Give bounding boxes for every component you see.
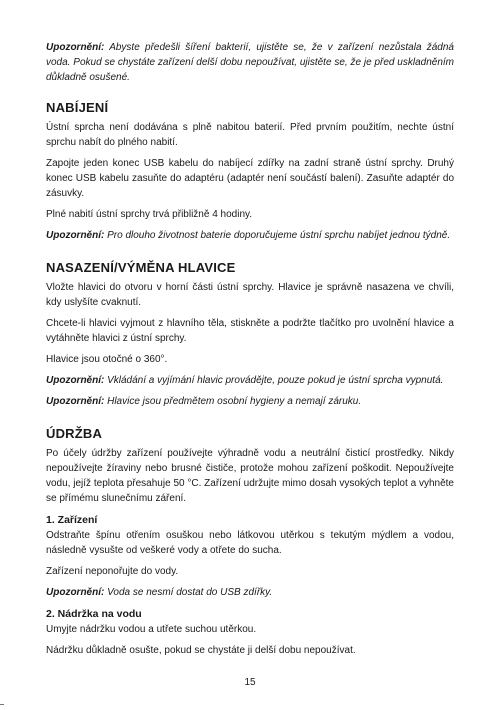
- tank-subheading: 2. Nádržka na vodu: [46, 608, 142, 620]
- note-label: Upozornění:: [46, 230, 105, 241]
- note-label: Upozornění:: [46, 396, 105, 407]
- charging-note: [46, 228, 454, 243]
- device-paragraph-1: Odstraňte špínu otřením osuškou nebo látkovou utěrkou s tekutým mýdlem a vodou, následně vysušte od veškeré vody a otřete do sucha.: [46, 530, 454, 556]
- note-label: Upozornění:: [46, 42, 105, 53]
- note-text: Pro dlouho životnost baterie doporučujeme ústní sprchu nabíjet jednou týdně.: [104, 230, 451, 241]
- charging-heading: NABÍJENÍ: [46, 100, 109, 115]
- note-text: Vkládání a vyjímání hlavic provádějte, pouze pokud je ústní sprcha vypnutá.: [104, 375, 444, 386]
- nozzle-paragraph-1: Vložte hlavici do otvoru v horní části ústní sprchy. Hlavice je správně nasazena ve chvíli, kdy uslyšíte cvaknutí.: [46, 282, 454, 308]
- note-text: Hlavice jsou předmětem osobní hygieny a nemají záruku.: [104, 396, 362, 407]
- nozzle-heading: NASAZENÍ/VÝMĚNA HLAVICE: [46, 260, 236, 275]
- intro-note: [46, 40, 454, 85]
- page-number: 15: [244, 677, 256, 688]
- charging-paragraph-3: Plné nabití ústní sprchy trvá přibližně 4 hodiny.: [46, 209, 253, 220]
- maintenance-heading: ÚDRŽBA: [46, 426, 103, 441]
- device-note: [46, 585, 454, 600]
- tank-paragraph-2: Nádržku důkladně osušte, pokud se chystáte ji delší dobu nepoužívat.: [46, 645, 356, 656]
- device-subheading: 1. Zařízení: [46, 514, 98, 526]
- maintenance-paragraph-1: Po účely údržby zařízení používejte výhradně vodu a neutrální čisticí prostředky. Nikdy nepoužívejte žíraviny nebo brusné čističe, protože mohou zařízení poškodit. Nepoužívejte vodu, jejíž teplota přesahuje 50 °C. Zařízení udržujte mimo dosah vysokých teplot a vyhněte se přímému slunečnímu záření.: [46, 448, 454, 504]
- note-text: Voda se nesmí dostat do USB zdířky.: [104, 587, 273, 598]
- charging-paragraph-1: Ústní sprcha není dodávána s plně nabitou baterií. Před prvním použitím, nechte ústní sprchu nabít do plného nabití.: [46, 122, 454, 148]
- crop-mark: [0, 704, 4, 705]
- note-label: Upozornění:: [46, 375, 105, 386]
- nozzle-note-2: [46, 394, 454, 409]
- nozzle-paragraph-2: Chcete-li hlavici vyjmout z hlavního těla, stiskněte a podržte tlačítko pro uvolnění hlavice a vytáhněte hlavici z ústní sprchy.: [46, 318, 454, 344]
- note-text: Abyste předešli šíření bakterií, ujistěte se, že v zařízení nezůstala žádná voda. Pokud se chystáte zařízení delší dobu nepoužívat, ujistěte se, že je před uskladněním důkladně osušené.: [46, 42, 454, 83]
- tank-paragraph-1: Umyjte nádržku vodou a utřete suchou utěrkou.: [46, 624, 257, 635]
- nozzle-note-1: [46, 373, 454, 388]
- charging-paragraph-2: Zapojte jeden konec USB kabelu do nabíjecí zdířky na zadní straně ústní sprchy. Druhý konec USB kabelu zasuňte do adaptéru (adaptér není součástí balení). Zasuňte adaptér do zásuvky.: [46, 158, 454, 199]
- document-page: [46, 40, 454, 664]
- nozzle-paragraph-3: Hlavice jsou otočné o 360°.: [46, 354, 168, 365]
- note-label: Upozornění:: [46, 587, 105, 598]
- device-paragraph-2: Zařízení neponořujte do vody.: [46, 566, 179, 577]
